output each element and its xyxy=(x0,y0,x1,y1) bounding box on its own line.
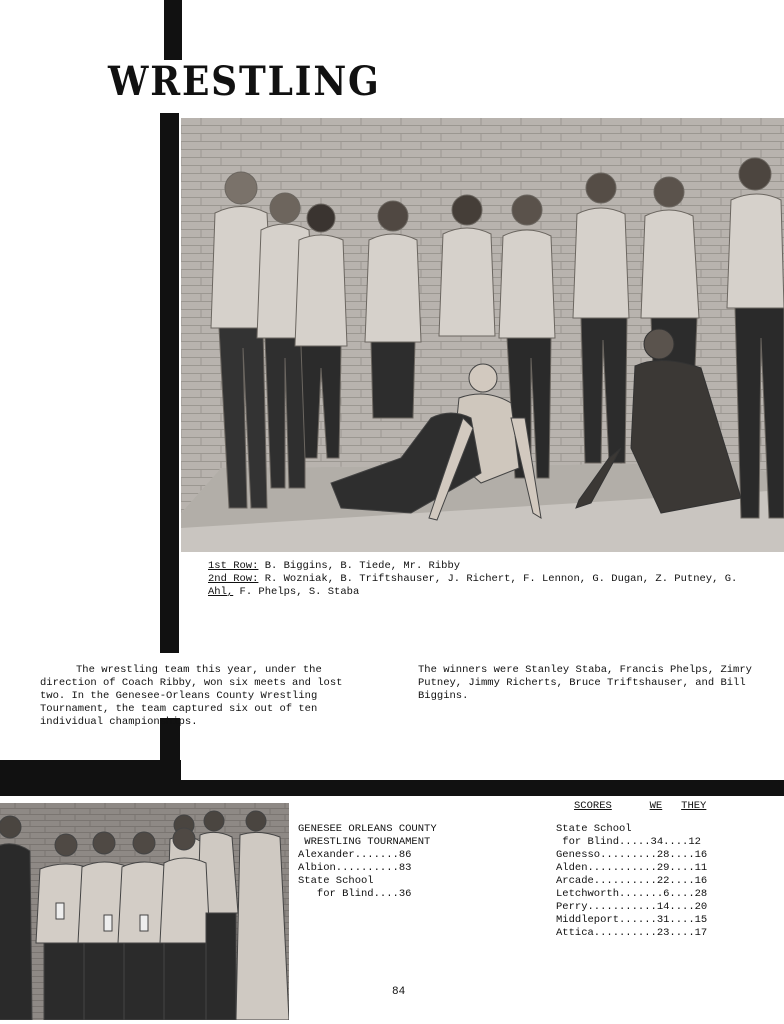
photo-caption xyxy=(208,560,778,599)
scores-header-we: WE xyxy=(649,800,663,812)
tournament-row: Alexander.......86 xyxy=(298,849,412,861)
caption-row-2 xyxy=(208,573,778,586)
scores-header-scores: SCORES xyxy=(574,800,612,812)
score-row: for Blind.....34....12 xyxy=(556,836,701,848)
tournament-row: for Blind....36 xyxy=(298,888,412,900)
score-row: Genesso.........28....16 xyxy=(556,849,708,861)
caption-row-2-names: R. Wozniak, B. Triftshauser, J. Richert, F. Lennon, G. Dugan, Z. Putney, G. xyxy=(258,573,738,585)
tournament-heading-2: WRESTLING TOURNAMENT xyxy=(298,836,431,848)
scores-table xyxy=(556,800,776,940)
scores-header-they: THEY xyxy=(681,800,707,812)
tournament-row: Albion..........83 xyxy=(298,862,412,874)
scores-header xyxy=(574,800,776,813)
score-row: Attica..........23....17 xyxy=(556,927,708,939)
body-paragraph-left xyxy=(40,664,372,729)
score-row: Letchworth.......6....28 xyxy=(556,888,708,900)
team-photo-main xyxy=(181,118,784,552)
score-row: Alden...........29....11 xyxy=(556,862,708,874)
caption-row-2-cont-names: F. Phelps, S. Staba xyxy=(233,586,360,598)
scores-spacer xyxy=(556,813,776,823)
score-row: Middleport......31....15 xyxy=(556,914,708,926)
team-photo-trophies xyxy=(0,803,289,1020)
caption-row-2-continued xyxy=(208,586,778,599)
caption-row-2-cont-label: Ahl, xyxy=(208,586,234,598)
score-row: Perry...........14....20 xyxy=(556,901,708,913)
horizontal-band-gap xyxy=(181,760,784,780)
caption-row-1-names: B. Biggins, B. Tiede, Mr. Ribby xyxy=(258,560,461,572)
tournament-results xyxy=(298,823,468,901)
body-paragraph-right xyxy=(418,664,758,703)
vertical-bar-top xyxy=(164,0,182,60)
tournament-row: State School xyxy=(298,875,374,887)
tournament-heading-1: GENESEE ORLEANS COUNTY xyxy=(298,823,437,835)
caption-row-2-label: 2nd Row: xyxy=(208,573,259,585)
vertical-bar-main xyxy=(160,113,179,653)
body-left-text: The wrestling team this year, under the direction of Coach Ribby, won six meets and lost two. In the Genesee-Orleans County Wrestling Tournament, the team captured six out of ten individual championships. xyxy=(40,664,343,728)
page-title: WRESTLING xyxy=(108,58,381,105)
score-row: Arcade..........22....16 xyxy=(556,875,708,887)
caption-row-1 xyxy=(208,560,778,573)
caption-row-1-label: 1st Row: xyxy=(208,560,259,572)
score-row: State School xyxy=(556,823,632,835)
page-number: 84 xyxy=(392,986,406,998)
body-right-text: The winners were Stanley Staba, Francis Phelps, Zimry Putney, Jimmy Richerts, Bruce Triftshauser, and Bill Biggins. xyxy=(418,664,752,702)
